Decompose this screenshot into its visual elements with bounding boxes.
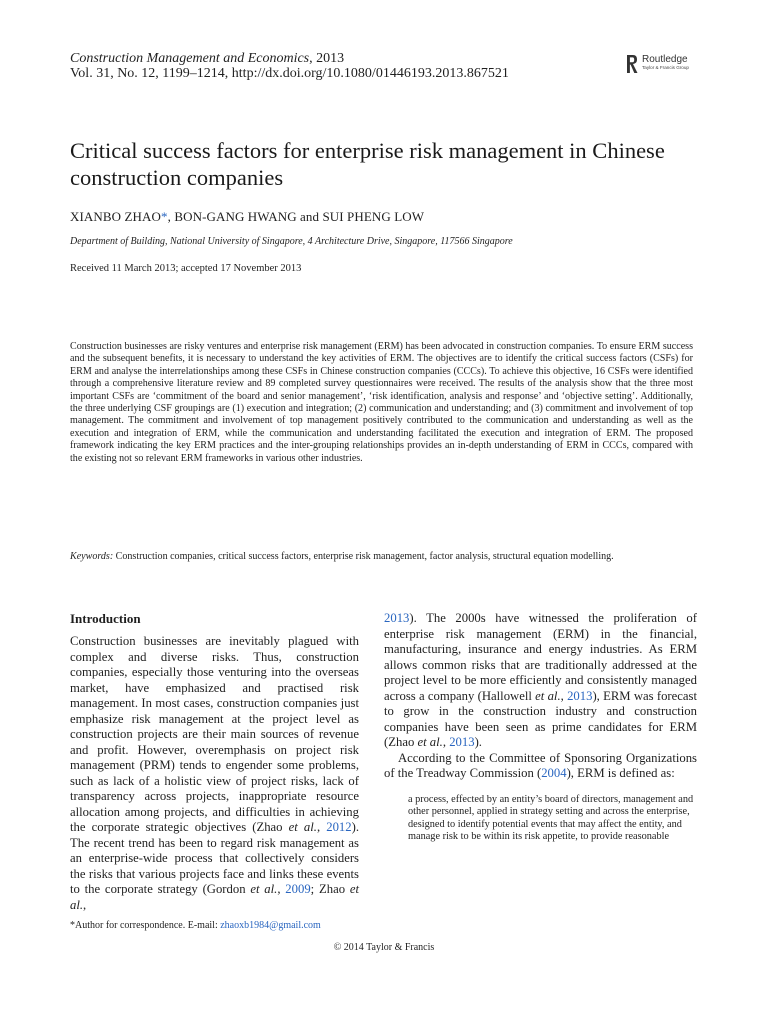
citation-link[interactable]: 2009 xyxy=(285,882,311,896)
journal-header xyxy=(70,51,590,82)
author-list xyxy=(70,209,424,224)
intro-paragraph-2: According to the Committee of Sponsoring Organizations of the Treadway Commission (2004), ERM is defined as: xyxy=(384,750,697,780)
abstract: Construction businesses are risky ventures and enterprise risk management (ERM) has been advocated in construction companies. To ensure ERM success and the subsequent benefits, it is necessary to understand the key activities of ERM. The objectives are to identify the critical success factors (CSFs) for ERM and analyse the interrelationships among these CSFs in Chinese construction companies (CCCs). To achieve this objective, 16 CSFs were identified through a comprehensive literature review and 89 completed survey questionnaires were received. The results of the analysis show that the three most important CSFs are ‘commitment of the board and senior management’, ‘risk identification, analysis and response’ and ‘objective setting’. Additionally, the three underlying CSF groupings are (1) execution and integration; (2) communication and understanding; and (3) commitment and involvement of top management. The commitment and involvement of top management positively contributed to the communication and understanding as well as the execution and integration of ERM, while the communication and understanding facilitated the execution and integration of ERM. The proposed framework indicating the key ERM practices and the inter-grouping relationships provides an in-depth understanding of ERM in CCCs, compared with the existing not so relevant ERM frameworks in various other industries. xyxy=(70,341,693,464)
publisher-logo xyxy=(626,54,689,74)
author-zhao: XIANBO ZHAO xyxy=(70,209,162,224)
author-affiliation: Department of Building, National University of Singapore, 4 Architecture Drive, Singapore, 117566 Singapore xyxy=(70,236,513,247)
body-column-right xyxy=(384,611,697,844)
section-heading-introduction: Introduction xyxy=(70,611,141,626)
intro-paragraph-1: Construction businesses are inevitably plagued with complex and diverse risks. Thus, construction companies, especially those venturing into the overseas market, have emphasized and practised risk management. In most cases, construction companies just emphasize risk management at the project level as construction projects are their main sources of revenue and profit. However, overemphasis on project risk management (PRM) tends to engender some problems, such as lack of a holistic view of project risks, lack of transparency across projects, inappropriate resource allocation among projects, and difficulties in achieving the corporate strategic objectives (Zhao et al., 2012). The recent trend has been to regard risk management as an enterprise-wide process that collectively considers the risks that various projects face and links these events to the corporate strategy (Gordon et al., 2009; Zhao et al., xyxy=(70,634,360,912)
journal-volume-doi[interactable]: Vol. 31, No. 12, 1199–1214, http://dx.doi.org/10.1080/01446193.2013.867521 xyxy=(70,66,509,81)
citation-link[interactable]: 2013 xyxy=(384,611,410,625)
journal-citation xyxy=(70,51,590,66)
citation-link[interactable]: 2004 xyxy=(541,766,567,780)
publisher-text xyxy=(642,54,689,71)
routledge-r-logo-icon xyxy=(626,54,638,74)
intro-paragraph-1-continued: 2013). The 2000s have witnessed the proliferation of enterprise risk management (ERM) in the financial, manufacturing, insurance and energy industries. As ERM allows common risks that are traditionally addressed at the project level to be more efficiently and consistently managed across a company (Hallowell et al., 2013), ERM was forecast to grow in the construction industry and construction companies have been seen as prime candidates for ERM (Zhao et al., 2013). xyxy=(384,611,697,749)
citation-link[interactable]: 2012 xyxy=(326,820,352,834)
footnote-text: *Author for correspondence. E-mail: xyxy=(70,920,221,931)
journal-year: , 2013 xyxy=(309,51,345,66)
body-column-left xyxy=(70,611,359,913)
received-dates: Received 11 March 2013; accepted 17 November 2013 xyxy=(70,263,302,274)
footnote xyxy=(70,920,321,932)
publisher-subtitle: Taylor & Francis Group xyxy=(642,65,689,70)
journal-name: Construction Management and Economics xyxy=(70,51,310,66)
keywords-text: Construction companies, critical success factors, enterprise risk management, factor analysis, structural equation modelling. xyxy=(113,551,614,562)
block-quote-erm-definition: a process, effected by an entity’s board of directors, management and other personnel, applied in strategy setting and across the enterprise, designed to identify potential events that may affect the entity, and manage risk to be within its risk appetite, to provide reasonable xyxy=(408,793,694,843)
article-title: Critical success factors for enterprise risk management in Chinese construction companies xyxy=(70,138,665,190)
keywords xyxy=(70,551,693,563)
citation-link[interactable]: 2013 xyxy=(567,688,593,703)
copyright-notice: © 2014 Taylor & Francis xyxy=(333,942,435,953)
keywords-label: Keywords: xyxy=(70,551,114,562)
corresponding-author-marker[interactable]: * xyxy=(161,209,168,224)
publisher-name: Routledge xyxy=(642,54,688,65)
author-email-link[interactable]: zhaoxb1984@gmail.com xyxy=(220,920,321,931)
citation-link[interactable]: 2013 xyxy=(449,735,475,749)
other-authors: , BON-GANG HWANG and SUI PHENG LOW xyxy=(167,209,425,224)
